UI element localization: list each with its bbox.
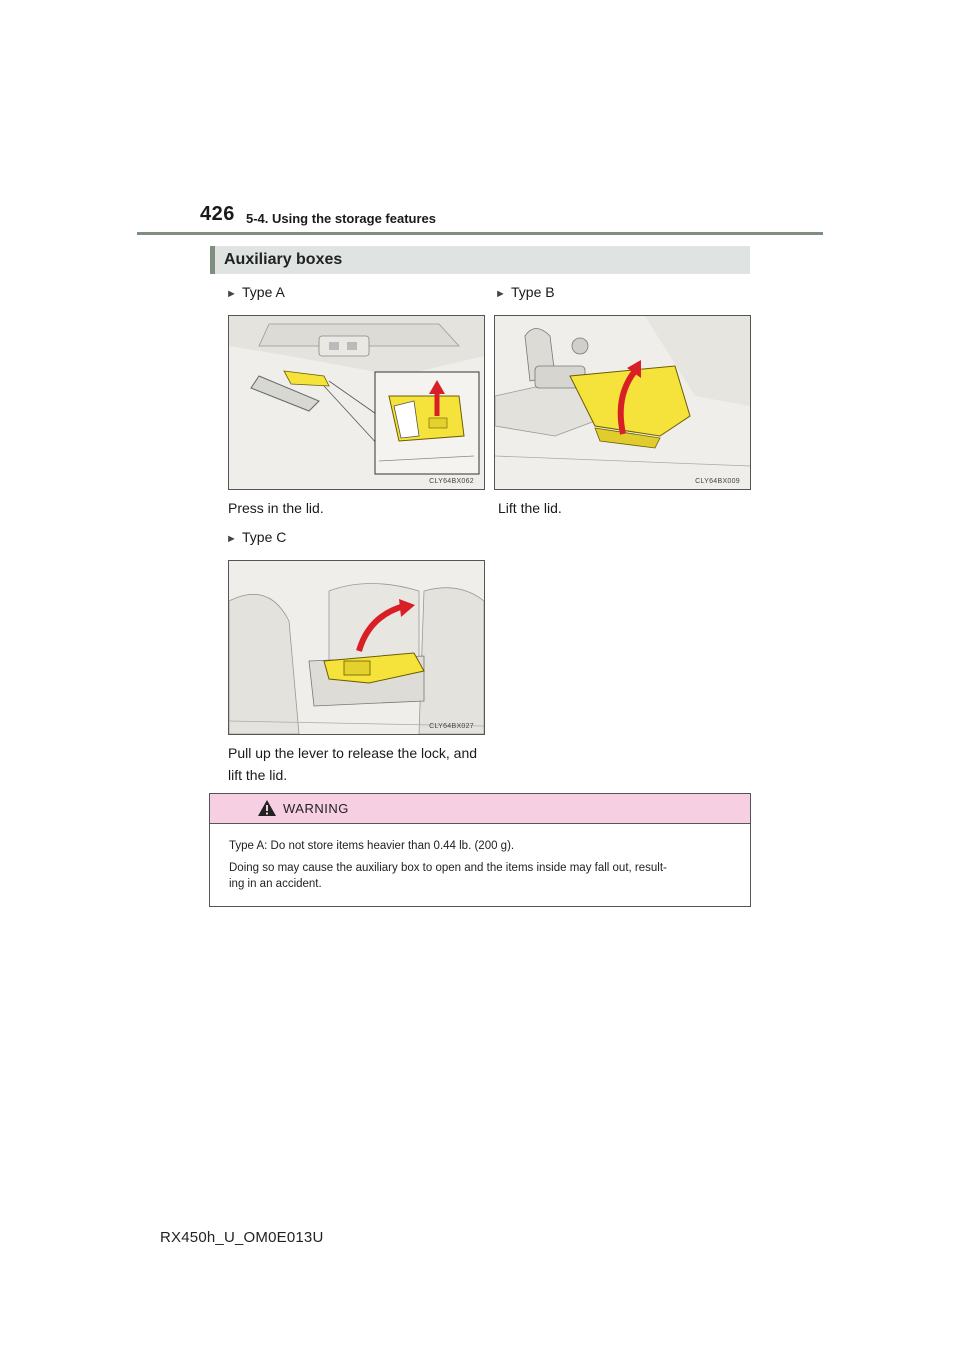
type-c-figure-code: CLY64BX027 — [429, 723, 474, 730]
type-b-label — [495, 284, 555, 300]
type-b-illustration — [495, 316, 750, 489]
type-a-figure-code: CLY64BX062 — [429, 478, 474, 485]
type-c-label — [226, 529, 286, 545]
type-c-illustration — [229, 561, 484, 734]
type-a-label-text: Type A — [242, 284, 285, 300]
type-a-caption: Press in the lid. — [228, 500, 324, 516]
type-c-caption-line1: Pull up the lever to release the lock, and — [228, 745, 478, 761]
triangle-bullet-icon: ► — [226, 288, 237, 300]
header-rule — [137, 232, 823, 235]
warning-body — [229, 838, 739, 892]
type-c-label-text: Type C — [242, 529, 287, 545]
heading-text: Auxiliary boxes — [224, 251, 343, 268]
warning-line3: ing in an accident. — [229, 878, 322, 890]
triangle-bullet-icon: ► — [226, 533, 237, 545]
warning-line2: Doing so may cause the auxiliary box to open and the items inside may fall out, result- — [229, 862, 667, 874]
triangle-bullet-icon: ► — [495, 288, 506, 300]
page-number: 426 — [200, 203, 235, 225]
type-b-label-text: Type B — [511, 284, 555, 300]
warning-header — [210, 794, 750, 824]
type-a-figure — [228, 315, 485, 490]
type-b-caption: Lift the lid. — [498, 500, 562, 516]
warning-line1: Type A: Do not store items heavier than 0.44 lb. (200 g). — [229, 840, 515, 852]
type-a-illustration — [229, 316, 484, 489]
footer-doc-id: RX450h_U_OM0E013U — [160, 1229, 324, 1246]
type-c-caption — [228, 742, 477, 786]
type-b-figure — [494, 315, 751, 490]
type-c-figure — [228, 560, 485, 735]
type-a-label — [226, 284, 285, 300]
type-b-figure-code: CLY64BX009 — [695, 478, 740, 485]
heading-accent — [210, 246, 215, 274]
type-c-caption-line2: lift the lid. — [228, 767, 288, 783]
warning-title: WARNING — [283, 801, 349, 816]
warning-box — [209, 793, 751, 907]
section-heading — [210, 246, 750, 274]
section-title: 5-4. Using the storage features — [246, 211, 436, 226]
warning-triangle-icon — [257, 799, 277, 822]
